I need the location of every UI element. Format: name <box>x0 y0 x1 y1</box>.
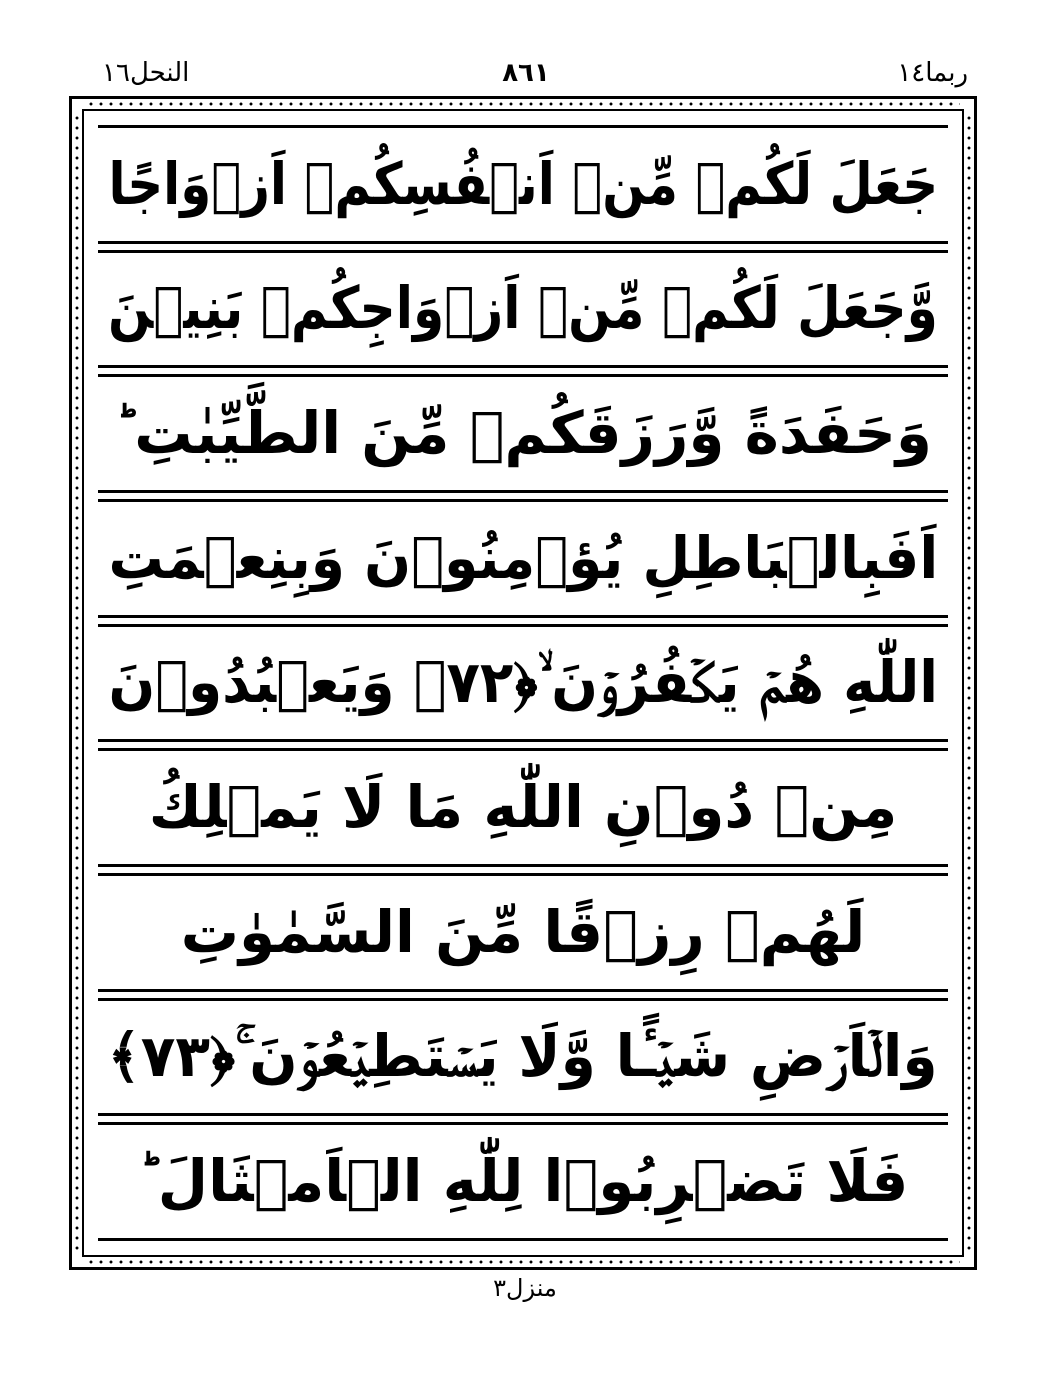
verse-line-text: وَحَفَدَةً وَّرَزَقَكُمۡ مِّنَ الطَّيِّبٰتِ ؕ <box>114 398 932 467</box>
verse-line-text: اَفَبِالۡبَاطِلِ يُؤۡمِنُوۡنَ وَبِنِعۡمَتِ <box>108 523 938 592</box>
verse-line-text: وَّجَعَلَ لَكُمۡ مِّنۡ اَزۡوَاجِكُمۡ بَنِيۡنَ <box>108 274 938 343</box>
verse-line <box>98 1122 948 1241</box>
ornament-border-right <box>966 113 972 1253</box>
verse-line-text: اللّٰهِ هُمۡ يَكۡفُرُوۡنَ ۙ﴿۷۲﴾ وَيَعۡبُدُوۡنَ <box>108 648 938 717</box>
page-frame <box>69 96 977 1270</box>
verse-line-text: لَهُمۡ رِزۡقًا مِّنَ السَّمٰوٰتِ <box>180 897 866 966</box>
verse-line <box>98 998 948 1117</box>
verse-line <box>98 499 948 618</box>
page-header <box>70 52 982 94</box>
verse-lines <box>98 125 948 1241</box>
manzil-label: منزل٣ <box>493 1274 557 1302</box>
verse-line <box>98 374 948 493</box>
verse-line <box>98 250 948 369</box>
surah-name: النحل١٦ <box>102 58 190 88</box>
verse-line <box>98 624 948 743</box>
page-number: ٨٦١ <box>502 58 550 88</box>
verse-line <box>98 873 948 992</box>
ornament-border-bottom <box>86 1259 960 1265</box>
ornament-border-left <box>74 113 80 1253</box>
verse-line-text: جَعَلَ لَكُمۡ مِّنۡ اَنۡفُسِكُمۡ اَزۡوَاجًا <box>108 149 938 218</box>
verse-line-text: وَالۡاَرۡضِ شَيۡـًٔا وَّلَا يَسۡتَطِيۡعُوۡنَ ۚ﴿۷۳﴾ <box>107 1022 939 1091</box>
verse-line <box>98 125 948 244</box>
verse-line-text: فَلَا تَضۡرِبُوۡا لِلّٰهِ الۡاَمۡثَالَ ؕ <box>137 1146 909 1215</box>
verse-line <box>98 748 948 867</box>
ornament-border-top <box>86 101 960 107</box>
verse-line-text: مِنۡ دُوۡنِ اللّٰهِ مَا لَا يَمۡلِكُ <box>148 772 898 841</box>
juz-name: ربما١٤ <box>897 58 968 88</box>
